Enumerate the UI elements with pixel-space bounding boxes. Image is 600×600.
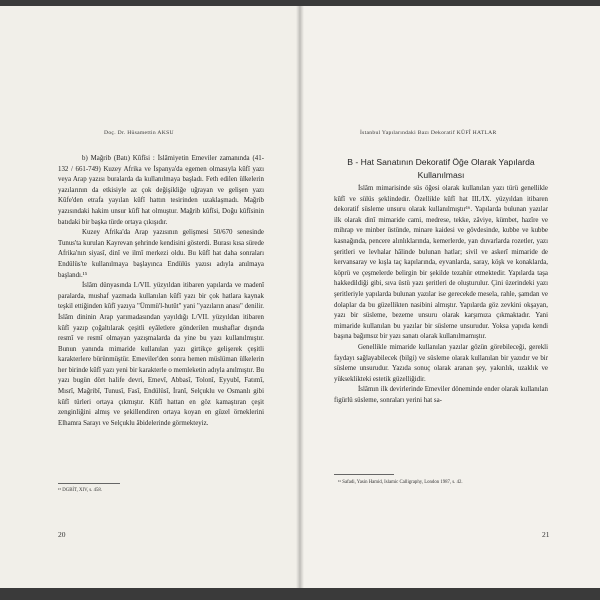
paragraph: b) Mağrib (Batı) Kûfîsi : İslâmiyetin Emeviler zamanında (41-132 / 661-749) Kuzey Afrika ve İspanya'da egemen olmasıyla kûfî yazı veya Arap yazısı buralarda da kullanılmaya başladı. Feth edilen ülkelerin yazılarının da etkisiyle az çok değişikliğe uğrayan ve gelişen yazı Kûfe'den etrafa yayılan kûfî hattın tesirinden uzaklaşmadı. Mağrib yazısındaki hakim unsur kûfî hat olmuştur. Mağrib kûfîsi, Doğu kûfîsinin batıdaki bir başka türde ortaya çıkışıdır.: [58, 155, 264, 226]
footnote-rule: [58, 483, 120, 484]
left-body-text: [58, 154, 264, 429]
page-number: 21: [542, 530, 550, 539]
footnote-rule: [334, 474, 394, 475]
footnote: ¹⁵ DGBİT, XIV, s. 458.: [58, 488, 102, 493]
paragraph: İslâm dünyasında I./VII. yüzyıldan itibaren yapılarda ve madenî paralarda, mushaf yazmada kullanılan kûfî yazı bir çok hatlara kaynak teşkil ettiğinden kûfî yazıya "Ümmü'l-hutût" yani "yazıların anası" denilir. İslâm dininin Arap yarımadasından yayıldığı I./VII. yüzyıldan itibaren kûfî yazıp çoğaltılarak çeşitli eyâletlere gönderilen mushaflar dışında resmî ve resmî olmayan yazışmalarda da yine bu yazı kullanılmıştır. Bunun yanında mimaride kullanılan yazı girtikçe gelişerek çeşitli karakterlere bürünmüştür. Emeviler'den sonra hemen müslüman ülkelerin her birinde kûfî yazı yeni bir karakterle o memleketin adıyla anılmıştır. Bu yazı bugün dört halife devri, Emevî, Abbasî, Tolonî, Eyyubî, Fatımî, Mısrî, Mağribî, Tunusî, Fasî, Endülüsî, İranî, Selçuklu ve Osmanlı gibi kûfî türleri ortaya çıkmıştır. Kûfî hattan en göz kamaştıran çeşit zenginliğini almış ve şekillendiren ortaya koyan en güzel örneklerini Elhamra Sarayı ve Selçuklu âbidelerinde görmekteyiz.: [58, 282, 264, 427]
paragraph: Kuzey Afrika'da Arap yazısının gelişmesi 50/670 senesinde Tunus'ta kurulan Kayrevan şehrinde kendisini gösterdi. Burası kısa sürede Afrika'nın siyasî, dinî ve ilmî merkezi oldu. Bu kûfî hat daha sonraları Endülüs'te kullanılmaya başlayınca Endülüs yazısı adıyla anılmaya başlandı.¹⁵: [58, 229, 264, 279]
page-number: 20: [58, 530, 66, 539]
right-body-text: [334, 184, 548, 406]
paragraph: Genellikle mimaride kullanılan yazılar gözün görebileceği, gerekli faydayı sağlayabilecek (bilgi) ve süsleme olarak kullanılan bir yazıdır ve bir süsleme unsurudur. Yazıda sonuç olarak aranan şey, yakınlık, uzaklık ve yükseklikteki estetik güzelliğidir.: [334, 343, 548, 383]
running-header-left: Doç. Dr. Hüsamettin AKSU: [104, 130, 174, 136]
right-page: [300, 6, 600, 588]
running-header-right: İstanbul Yapılarındaki Bazı Dekoratif KÛFÎ HATLAR: [360, 130, 497, 136]
section-title: B - Hat Sanatının Dekoratif Öğe Olarak Yapılarda Kullanılması: [347, 157, 535, 180]
footnote: ¹⁶ Safadi, Yasin Hamid, Islamic Calligraphy, London 1987, s. 42.: [338, 480, 463, 485]
paragraph: İslâm mimarisinde süs öğesi olarak kullanılan yazı türü genellikle kûfî ve sülüs şeklindedir. Özellikle kûfî hat III./IX. yüzyıldan itibaren dekoratif süsleme unsuru olarak kullanılmıştır¹⁶. Yapılarda bulunan yazılar ilk olarak dinî mimaride cami, medrese, tekke, zâviye, kümbet, hazîre ve mihrap ve minber üstünde, minare kaidesi ve gövdesinde, kubbe ve kubbe kasnağında, pencere alınlıklarında, kemerlerde, yan duvarlarda rozetler, yazı şeritleri ve levhalar hâlinde bulunan hatlar; sivil ve askerî mimaride de kervansaray ve kışla taç kapılarında, eyvanlarda, saray, köşk ve konaklarda, köprü ve çeşmelerde belirgin bir şekilde tezahür etmektedir. Yapılarda taşa hakkedildiği gibi, sıva üstü yazı şeritleri de oluşturulur. Çini üzerindeki yazı şeritleriyle yapılarda bulunan yazılar ise gerecekde mesela, rahle, şamdan ve dolaplar da bu güzellikten nasibini almıştır. Yapılarda göz zevkini okşayan, yazı bir süsleme, bezeme unsuru olarak karşımıza çıkmaktadır. Yani mimaride kullanılan bu yazılar bir süsleme unsurudur. Yoksa yapıda kendi başına bağımsız bir yazı sanatı olarak kullanılmamıştır.: [334, 185, 548, 341]
left-page: [0, 6, 300, 588]
paragraph: İslâmın ilk devirlerinde Emeviler döneminde ender olarak kullanılan figürlü süsleme, sonraları yerini hat sa-: [334, 386, 548, 404]
